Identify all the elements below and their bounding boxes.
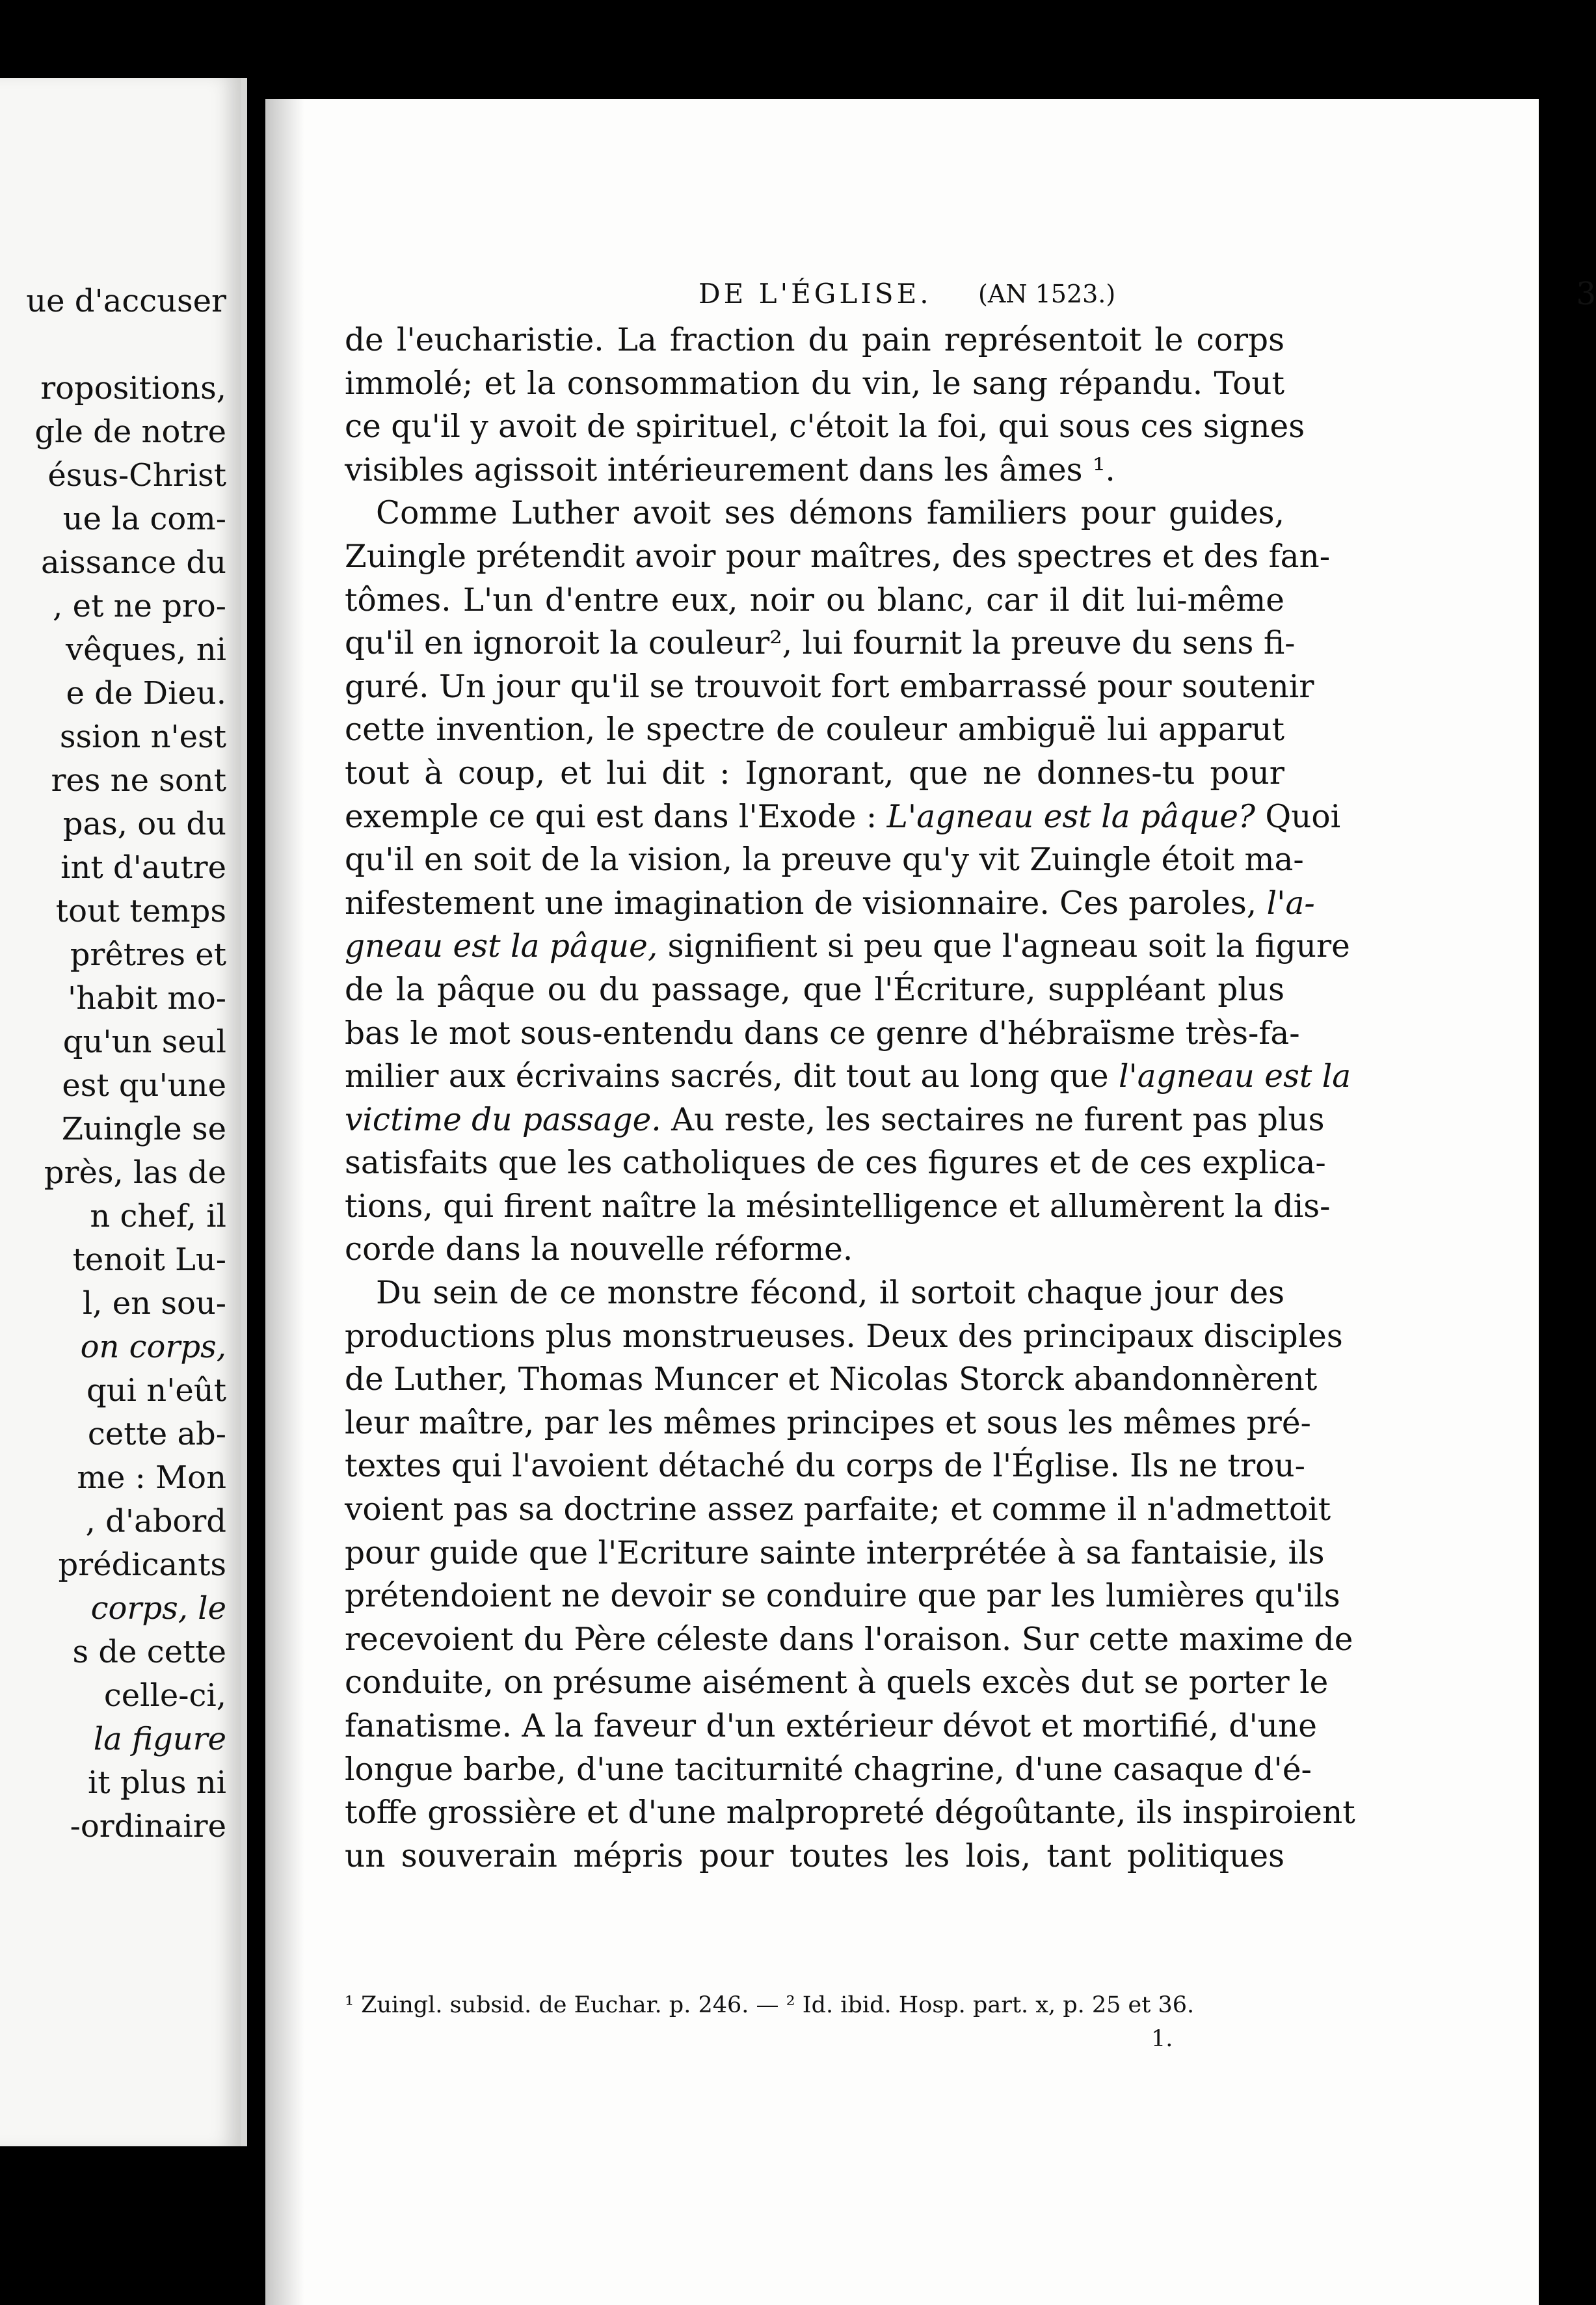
- left-page-line: ssion n'est: [59, 719, 226, 755]
- body-line: [345, 925, 1350, 968]
- body-text-segment: longue barbe, d'une taciturnité chagrine, d'une casaque d'é-: [345, 1751, 1312, 1788]
- running-head-year: (AN 1523.): [978, 280, 1116, 308]
- body-text-segment: voient pas sa doctrine assez parfaite; et comme il n'admettoit: [345, 1491, 1331, 1528]
- body-text-segment: satisfaits que les catholiques de ces figures et de ces explica-: [345, 1145, 1326, 1182]
- body-line: [345, 1012, 1300, 1056]
- body-line: [345, 1575, 1340, 1618]
- gutter-shadow: [265, 99, 304, 2305]
- body-line: [345, 1358, 1318, 1402]
- body-text: [345, 319, 1355, 1878]
- body-text-segment: de l'eucharistie. La fraction du pain représentoit le corps: [345, 322, 1284, 358]
- left-page-line: ue la com-: [62, 501, 226, 537]
- body-text-segment: tions, qui firent naître la mésintelligence et allumèrent la dis-: [345, 1188, 1331, 1225]
- left-page-line: prêtres et: [70, 937, 226, 973]
- body-text-segment: Au reste, les sectaires ne furent pas plus: [661, 1101, 1325, 1138]
- italic-phrase: victime du passage.: [345, 1101, 661, 1138]
- body-line: [345, 579, 1284, 622]
- left-page-line: n chef, il: [90, 1198, 226, 1234]
- page-number: 3: [1576, 276, 1596, 312]
- body-line: [345, 622, 1296, 665]
- left-page-line: ue d'accuser: [26, 283, 226, 319]
- left-facing-page: [0, 78, 247, 2146]
- left-page-line: ropositions,: [40, 370, 226, 406]
- body-line: [345, 1835, 1284, 1878]
- running-head: [698, 271, 1596, 317]
- body-text-segment: toffe grossière et d'une malpropreté dégoûtante, ils inspiroient: [345, 1794, 1355, 1832]
- left-page-line: qu'un seul: [62, 1024, 226, 1060]
- body-line: [345, 492, 1284, 535]
- body-line: [345, 362, 1284, 406]
- left-page-line: it plus ni: [87, 1765, 226, 1801]
- body-line: [345, 319, 1284, 362]
- left-page-line: e de Dieu.: [66, 675, 226, 712]
- left-page-line: l, en sou-: [82, 1285, 226, 1322]
- italic-phrase: l'agneau est la: [1118, 1058, 1351, 1095]
- left-page-line: on corps,: [80, 1329, 226, 1365]
- left-page-line: -ordinaire: [70, 1808, 226, 1845]
- body-text-segment: signifient si peu que l'agneau soit la figure: [658, 928, 1350, 965]
- body-text-segment: qu'il en ignoroit la couleur², lui fournit la preuve du sens fi-: [345, 625, 1296, 662]
- left-page-line: , et ne pro-: [53, 588, 226, 624]
- left-page-line: prédicants: [58, 1547, 226, 1583]
- body-line: [345, 1272, 1284, 1315]
- left-page-line: celle-ci,: [103, 1677, 226, 1714]
- body-line: [345, 708, 1284, 752]
- body-text-segment: nifestement une imagination de visionnaire. Ces paroles,: [345, 885, 1267, 922]
- right-page: [265, 99, 1596, 2305]
- body-line: [345, 405, 1305, 449]
- body-text-segment: Quoi: [1255, 798, 1341, 835]
- body-text-segment: fanatisme. A la faveur d'un extérieur dévot et mortifié, d'une: [345, 1708, 1317, 1744]
- body-text-segment: corde dans la nouvelle réforme.: [345, 1231, 853, 1268]
- left-page-line: pas, ou du: [62, 806, 226, 842]
- body-text-segment: milier aux écrivains sacrés, dit tout au long que: [345, 1058, 1119, 1095]
- left-page-line: [0, 323, 226, 367]
- left-page-line: ésus-Christ: [47, 457, 226, 494]
- body-line: [345, 1791, 1355, 1835]
- left-page-line: aissance du: [41, 544, 226, 581]
- body-text-segment: cette invention, le spectre de couleur ambiguë lui apparut: [345, 712, 1284, 749]
- body-line: [345, 1705, 1317, 1748]
- body-line: [345, 1099, 1325, 1142]
- body-text-segment: leur maître, par les mêmes principes et sous les mêmes pré-: [345, 1404, 1311, 1441]
- body-text-segment: tômes. L'un d'entre eux, noir ou blanc, car il dit lui-même: [345, 581, 1284, 619]
- body-line: [345, 1141, 1326, 1185]
- body-line: [345, 1488, 1331, 1532]
- left-page-line: qui n'eût: [86, 1372, 226, 1409]
- italic-phrase: L'agneau est la pâque?: [886, 798, 1255, 835]
- body-line: [345, 1402, 1311, 1445]
- body-text-segment: de la pâque ou du passage, que l'Écriture, suppléant plus: [345, 971, 1284, 1008]
- body-line: [345, 535, 1331, 579]
- left-page-line: vêques, ni: [66, 632, 226, 668]
- body-text-segment: prétendoient ne devoir se conduire que par les lumières qu'ils: [345, 1578, 1340, 1615]
- italic-phrase: l'a-: [1266, 885, 1315, 922]
- body-text-segment: textes qui l'avoient détaché du corps de l'Église. Ils ne trou-: [345, 1448, 1305, 1485]
- body-text-segment: ce qu'il y avoit de spirituel, c'étoit la foi, qui sous ces signes: [345, 408, 1305, 446]
- left-page-line: cette ab-: [87, 1416, 226, 1452]
- left-page-line: gle de notre: [34, 414, 226, 450]
- body-text-segment: productions plus monstrueuses. Deux des principaux disciples: [345, 1318, 1343, 1355]
- body-text-segment: qu'il en soit de la vision, la preuve qu'y vit Zuingle étoit ma-: [345, 842, 1304, 879]
- left-page-line: me : Mon: [77, 1459, 226, 1496]
- italic-phrase: gneau est la pâque,: [345, 928, 658, 965]
- footnotes: [345, 1988, 1288, 2056]
- body-line: [345, 1445, 1305, 1488]
- body-text-segment: tout à coup, et lui dit : Ignorant, que ne donnes-tu pour: [345, 754, 1284, 792]
- running-head-title: DE L'ÉGLISE.: [698, 278, 932, 310]
- body-line: [345, 1618, 1353, 1662]
- left-page-line: s de cette: [72, 1634, 226, 1670]
- footnote-line: ¹ Zuingl. subsid. de Euchar. p. 246. — ² Id. ibid. Hosp. part. x, p. 25 et 36.: [345, 1992, 1195, 2018]
- body-text-segment: bas le mot sous-entendu dans ce genre d'hébraïsme très-fa-: [345, 1015, 1300, 1052]
- left-page-line: tout temps: [55, 893, 226, 929]
- body-line: [345, 1228, 1284, 1272]
- body-line: [345, 968, 1284, 1012]
- body-text-segment: Comme Luther avoit ses démons familiers pour guides,: [376, 495, 1284, 532]
- body-line: [345, 752, 1284, 795]
- left-page-line: corps, le: [90, 1590, 226, 1627]
- footnote-continuation: 1.: [1151, 2026, 1173, 2052]
- body-text-segment: de Luther, Thomas Muncer et Nicolas Storck abandonnèrent: [345, 1361, 1318, 1398]
- left-page-line: près, las de: [44, 1154, 226, 1191]
- body-text-segment: Du sein de ce monstre fécond, il sortoit chaque jour des: [376, 1275, 1284, 1312]
- body-line: [345, 1055, 1351, 1099]
- left-page-line: tenoit Lu-: [72, 1242, 226, 1278]
- body-line: [345, 882, 1315, 926]
- body-line: [345, 1185, 1331, 1229]
- body-line: [345, 1661, 1329, 1705]
- body-line: [345, 1315, 1343, 1359]
- left-page-line: la figure: [93, 1721, 226, 1757]
- left-page-line: , d'abord: [85, 1503, 226, 1539]
- body-line: [345, 665, 1314, 709]
- body-line: [345, 795, 1341, 839]
- left-page-line: int d'autre: [60, 849, 226, 886]
- body-text-segment: pour guide que l'Ecriture sainte interprétée à sa fantaisie, ils: [345, 1534, 1325, 1571]
- body-text-segment: exemple ce qui est dans l'Exode :: [345, 798, 887, 835]
- body-text-segment: guré. Un jour qu'il se trouvoit fort embarrassé pour soutenir: [345, 668, 1314, 705]
- body-text-segment: visibles agissoit intérieurement dans les âmes ¹.: [345, 451, 1115, 488]
- left-page-line: res ne sont: [51, 762, 226, 799]
- body-line: [345, 1532, 1325, 1575]
- body-text-segment: un souverain mépris pour toutes les lois, tant politiques: [345, 1837, 1284, 1874]
- body-line: [345, 449, 1284, 492]
- body-text-segment: immolé; et la consommation du vin, le sang répandu. Tout: [345, 365, 1284, 402]
- left-page-text: [0, 280, 226, 1848]
- body-text-segment: Zuingle prétendit avoir pour maîtres, des spectres et des fan-: [345, 538, 1331, 575]
- body-line: [345, 838, 1304, 882]
- left-page-line: Zuingle se: [61, 1111, 226, 1147]
- left-page-line: 'habit mo-: [68, 980, 226, 1017]
- body-line: [345, 1748, 1312, 1792]
- left-page-line: est qu'une: [62, 1067, 226, 1104]
- body-text-segment: conduite, on présume aisément à quels excès dut se porter le: [345, 1664, 1329, 1701]
- body-text-segment: recevoient du Père céleste dans l'oraison. Sur cette maxime de: [345, 1621, 1353, 1658]
